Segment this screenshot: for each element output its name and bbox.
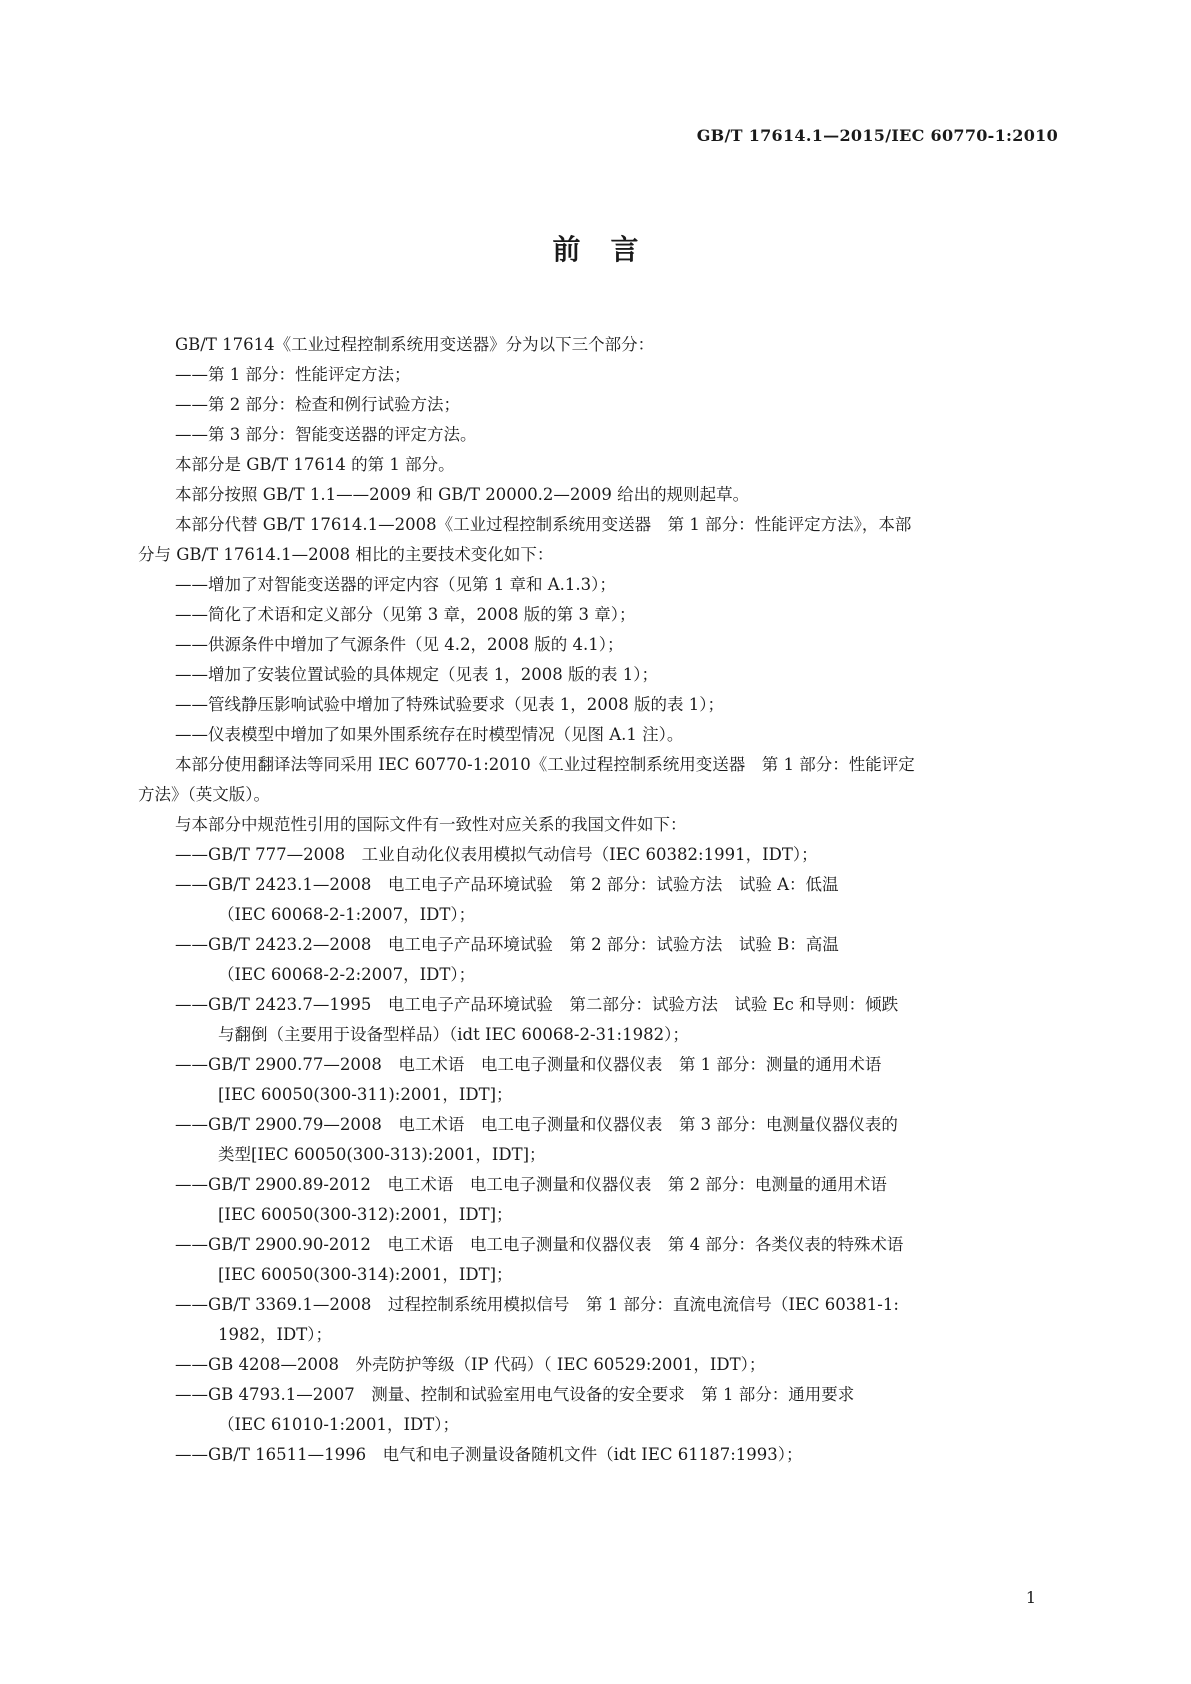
list-item-continuation: （IEC 60068-2-1:2007，IDT）； xyxy=(218,905,476,924)
list-item: ——供源条件中增加了气源条件（见 4.2，2008 版的 4.1）； xyxy=(175,635,624,654)
paragraph-line: 分与 GB/T 17614.1—2008 相比的主要技术变化如下： xyxy=(138,545,554,564)
document-body xyxy=(138,330,1058,1470)
list-item: ——增加了对智能变送器的评定内容（见第 1 章和 A.1.3）； xyxy=(175,575,616,594)
list-item: ——GB/T 777—2008 工业自动化仪表用模拟气动信号（IEC 60382:1991，IDT）； xyxy=(175,845,818,864)
standard-number-header: GB/T 17614.1—2015/IEC 60770-1:2010 xyxy=(696,126,1058,145)
list-item-continuation: （IEC 61010-1:2001，IDT）； xyxy=(218,1415,460,1434)
list-item: ——GB/T 3369.1—2008 过程控制系统用模拟信号 第 1 部分：直流电流信号（IEC 60381-1: xyxy=(175,1295,899,1314)
list-item: ——GB/T 16511—1996 电气和电子测量设备随机文件（idt IEC 61187:1993）； xyxy=(175,1445,803,1464)
list-item-continuation: 类型[IEC 60050(300-313):2001，IDT]； xyxy=(218,1145,546,1164)
list-item-continuation: [IEC 60050(300-314):2001，IDT]； xyxy=(218,1265,513,1284)
list-item-continuation: （IEC 60068-2-2:2007，IDT）； xyxy=(218,965,476,984)
list-item: ——GB/T 2900.79—2008 电工术语 电工电子测量和仪器仪表 第 3 部分：电测量仪器仪表的 xyxy=(175,1115,898,1134)
list-item: ——GB 4793.1—2007 测量、控制和试验室用电气设备的安全要求 第 1 部分：通用要求 xyxy=(175,1385,855,1404)
list-item: ——GB/T 2423.2—2008 电工电子产品环境试验 第 2 部分：试验方法 试验 B：高温 xyxy=(175,935,839,954)
paragraph-line: GB/T 17614《工业过程控制系统用变送器》分为以下三个部分： xyxy=(175,335,655,354)
list-item: ——第 3 部分：智能变送器的评定方法。 xyxy=(175,425,477,444)
paragraph-line: 本部分按照 GB/T 1.1——2009 和 GB/T 20000.2—2009 给出的规则起草。 xyxy=(175,485,750,504)
paragraph-line: 本部分使用翻译法等同采用 IEC 60770-1:2010《工业过程控制系统用变送器 第 1 部分：性能评定 xyxy=(175,755,915,774)
list-item: ——第 2 部分：检查和例行试验方法； xyxy=(175,395,460,414)
list-item-continuation: 1982，IDT）； xyxy=(218,1325,332,1344)
paragraph-line: 本部分代替 GB/T 17614.1—2008《工业过程控制系统用变送器 第 1 部分：性能评定方法》，本部 xyxy=(175,515,912,534)
paragraph-line: 与本部分中规范性引用的国际文件有一致性对应关系的我国文件如下： xyxy=(175,815,687,834)
list-item: ——增加了安装位置试验的具体规定（见表 1，2008 版的表 1）； xyxy=(175,665,658,684)
paragraph-line: 方法》（英文版）。 xyxy=(138,785,270,804)
list-item: ——第 1 部分：性能评定方法； xyxy=(175,365,411,384)
list-item-continuation: [IEC 60050(300-312):2001，IDT]； xyxy=(218,1205,513,1224)
list-item: ——GB/T 2423.7—1995 电工电子产品环境试验 第二部分：试验方法 试验 Ec 和导则：倾跌 xyxy=(175,995,899,1014)
list-item: ——GB/T 2900.89-2012 电工术语 电工电子测量和仪器仪表 第 2 部分：电测量的通用术语 xyxy=(175,1175,887,1194)
list-item: ——GB/T 2900.90-2012 电工术语 电工电子测量和仪器仪表 第 4 部分：各类仪表的特殊术语 xyxy=(175,1235,904,1254)
page-number: 1 xyxy=(1025,1588,1036,1607)
page-title: 前言 xyxy=(552,233,669,266)
paragraph-line: 本部分是 GB/T 17614 的第 1 部分。 xyxy=(175,455,455,474)
list-item-continuation: 与翻倒（主要用于设备型样品）（idt IEC 60068-2-31:1982）； xyxy=(218,1025,689,1044)
list-item: ——GB/T 2423.1—2008 电工电子产品环境试验 第 2 部分：试验方法 试验 A：低温 xyxy=(175,875,839,894)
list-item: ——管线静压影响试验中增加了特殊试验要求（见表 1，2008 版的表 1）； xyxy=(175,695,724,714)
list-item: ——仪表模型中增加了如果外围系统存在时模型情况（见图 A.1 注）。 xyxy=(175,725,684,744)
list-item: ——GB 4208—2008 外壳防护等级（IP 代码）（ IEC 60529:2001，IDT）； xyxy=(175,1355,766,1374)
list-item: ——简化了术语和定义部分（见第 3 章，2008 版的第 3 章）； xyxy=(175,605,636,624)
list-item: ——GB/T 2900.77—2008 电工术语 电工电子测量和仪器仪表 第 1 部分：测量的通用术语 xyxy=(175,1055,882,1074)
list-item-continuation: [IEC 60050(300-311):2001，IDT]； xyxy=(218,1085,513,1104)
